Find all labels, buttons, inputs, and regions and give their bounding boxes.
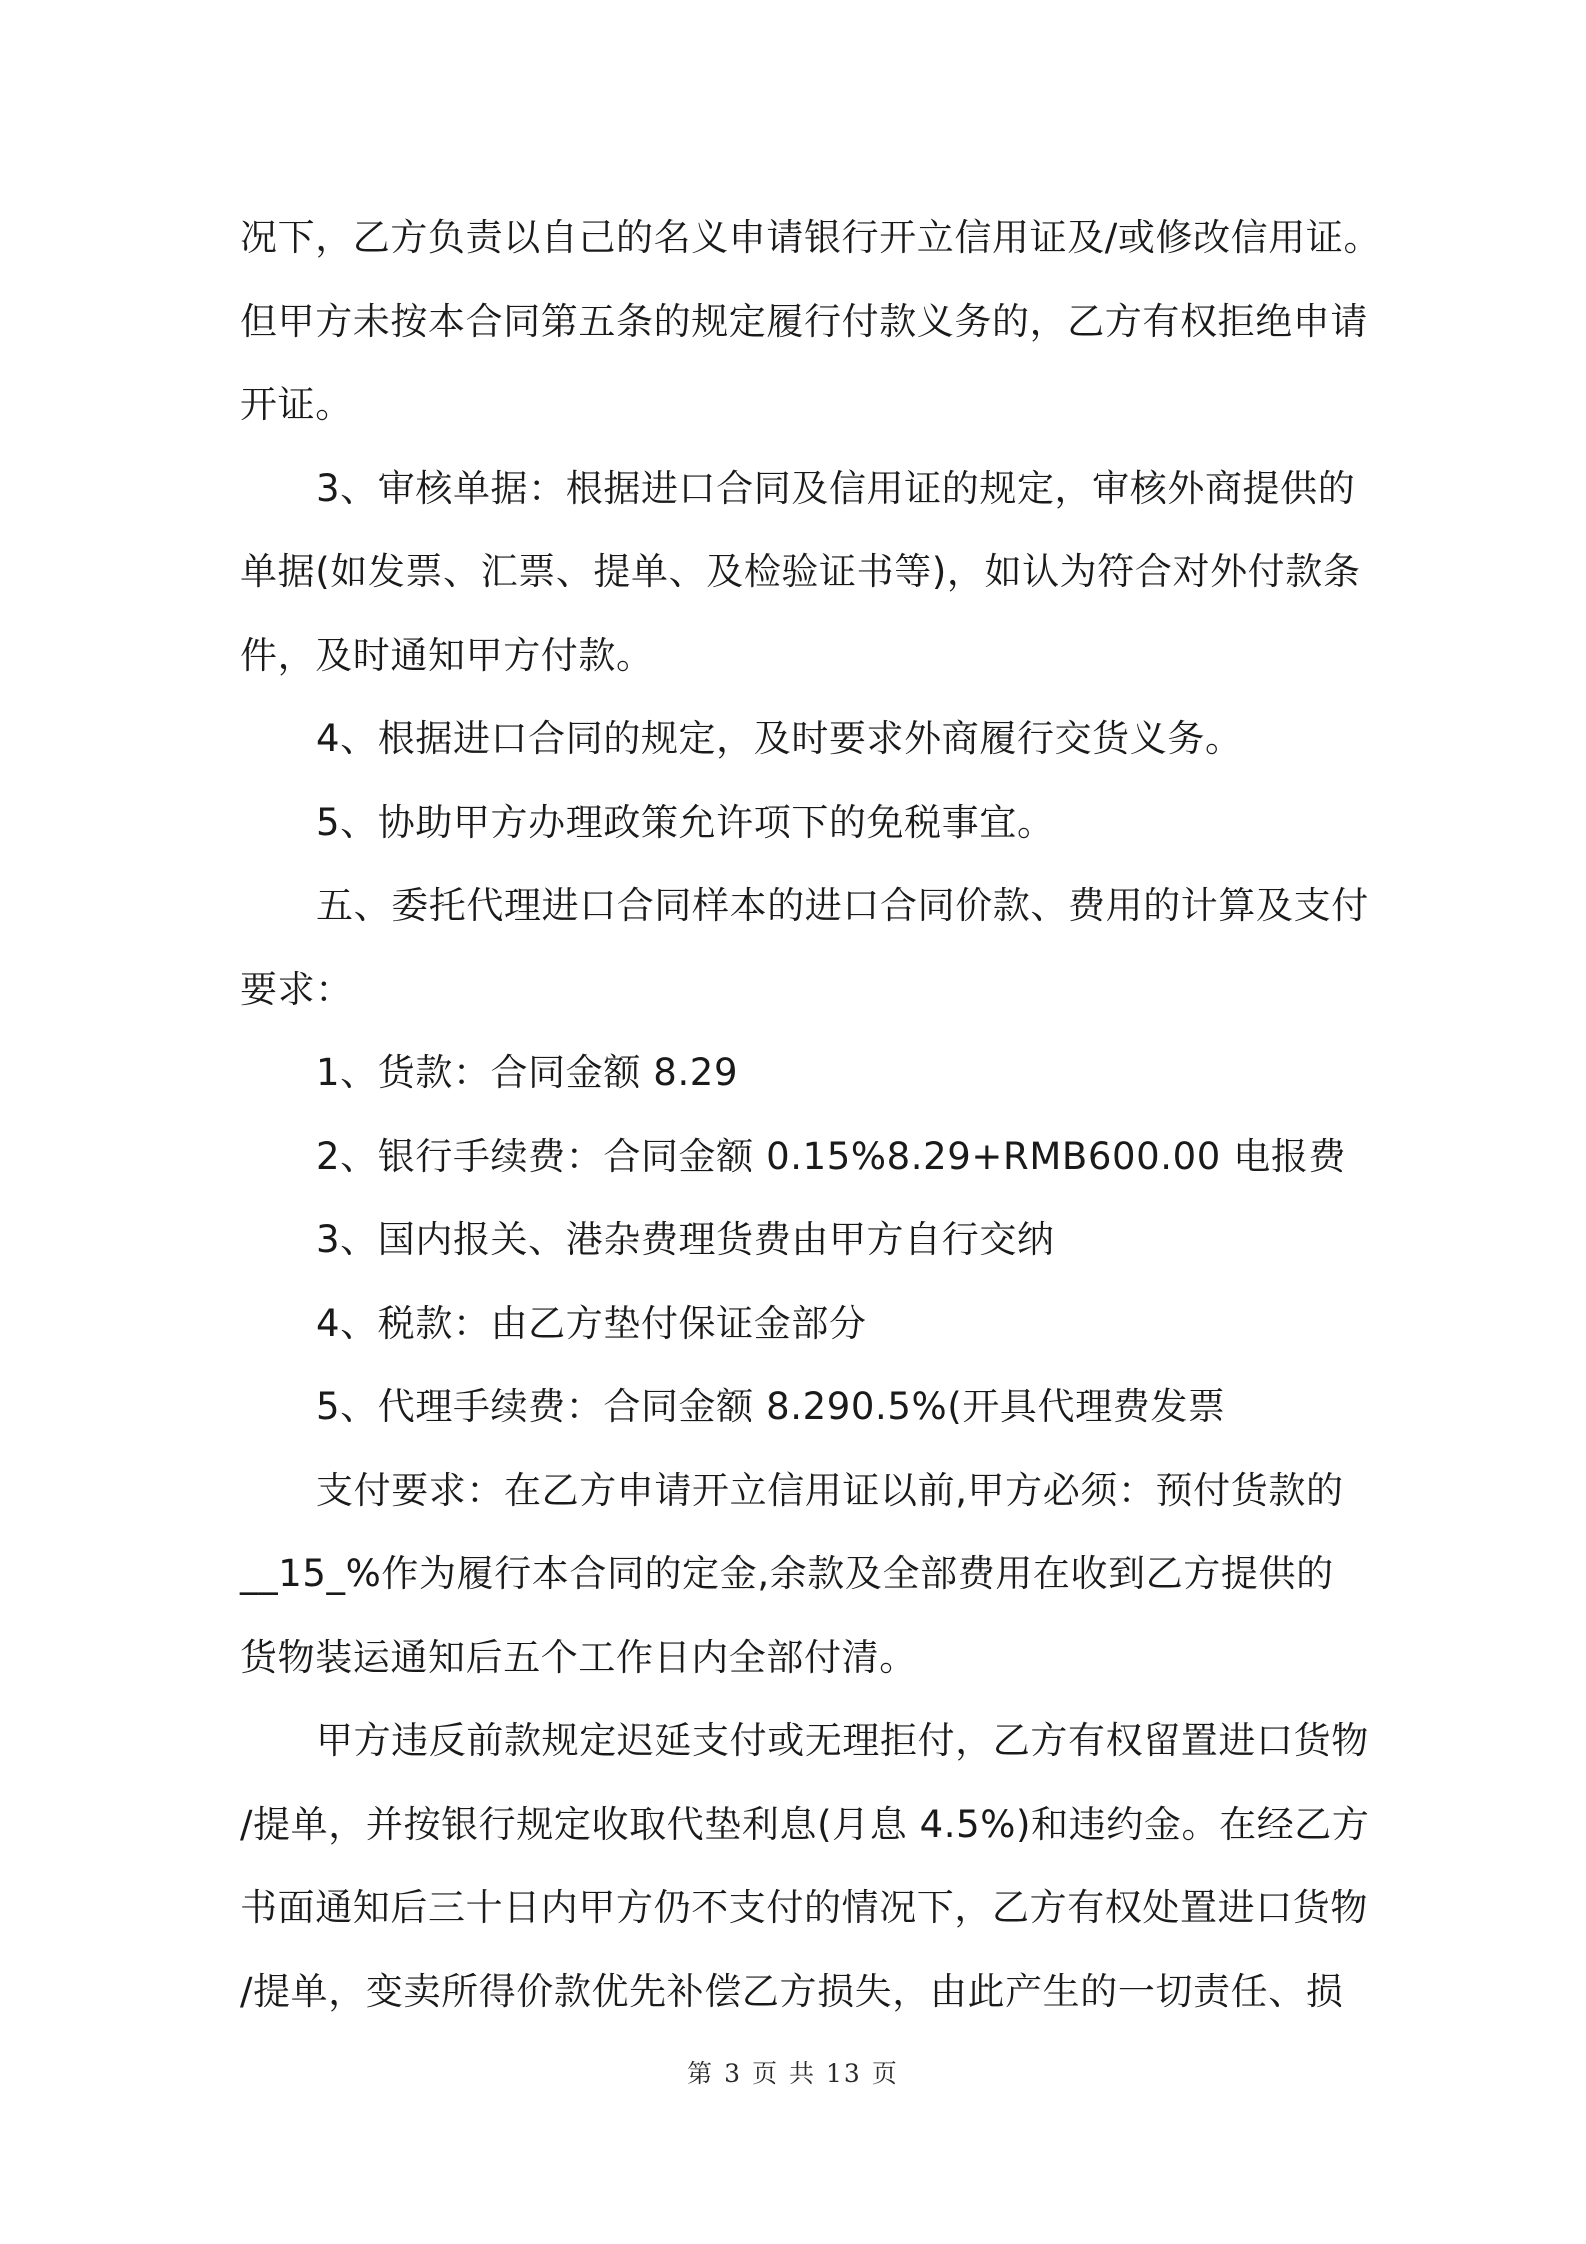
text-line: 但甲方未按本合同第五条的规定履行付款义务的，乙方有权拒绝申请 (240, 299, 1368, 343)
text-line: 3、国内报关、港杂费理货费由甲方自行交纳 (316, 1218, 1055, 1261)
text-line: 开证。 (240, 383, 353, 426)
text-line: 甲方违反前款规定迟延支付或无理拒付，乙方有权留置进口货物 (316, 1719, 1369, 1762)
text-line: 五、委托代理进口合同样本的进口合同价款、费用的计算及支付 (316, 884, 1369, 927)
text-line: /提单，变卖所得价款优先补偿乙方损失，由此产生的一切责任、损 (240, 1969, 1344, 2013)
document-body (240, 196, 1382, 2033)
text-line: 况下，乙方负责以自己的名义申请银行开立信用证及/或修改信用证。 (240, 216, 1382, 259)
text-line: 5、代理手续费：合同金额 8.290.5%(开具代理费发票 (316, 1385, 1226, 1428)
text-line: __15_%作为履行本合同的定金,余款及全部费用在收到乙方提供的 (240, 1552, 1334, 1595)
text-line: 单据(如发票、汇票、提单、及检验证书等)，如认为符合对外付款条 (240, 550, 1361, 593)
text-line: 5、协助甲方办理政策允许项下的免税事宜。 (316, 800, 1055, 844)
footer-prefix: 第 (687, 2059, 715, 2088)
footer-total-pages: 13 (826, 2059, 862, 2088)
text-line: 支付要求：在乙方申请开立信用证以前,甲方必须：预付货款的 (316, 1468, 1344, 1512)
text-line: /提单，并按银行规定收取代垫利息(月息 4.5%)和违约金。在经乙方 (240, 1802, 1370, 1846)
text-line: 3、审核单据：根据进口合同及信用证的规定，审核外商提供的 (316, 466, 1356, 510)
footer-page-number: 3 (724, 2059, 743, 2088)
text-line: 4、税款：由乙方垫付保证金部分 (316, 1301, 867, 1345)
footer-suffix: 页 (871, 2059, 899, 2088)
text-line: 1、货款：合同金额 8.29 (316, 1051, 739, 1094)
text-line: 书面通知后三十日内甲方仍不支付的情况下，乙方有权处置进口货物 (240, 1886, 1368, 1929)
footer-middle: 页 共 (752, 2059, 817, 2088)
page-footer (0, 2054, 1586, 2090)
text-line: 要求： (240, 967, 353, 1011)
text-line: 4、根据进口合同的规定，及时要求外商履行交货义务。 (316, 717, 1243, 760)
text-line: 件，及时通知甲方付款。 (240, 633, 654, 677)
text-line: 2、银行手续费：合同金额 0.15%8.29+RMB600.00 电报费 (316, 1134, 1347, 1178)
text-line: 货物装运通知后五个工作日内全部付清。 (240, 1635, 917, 1679)
